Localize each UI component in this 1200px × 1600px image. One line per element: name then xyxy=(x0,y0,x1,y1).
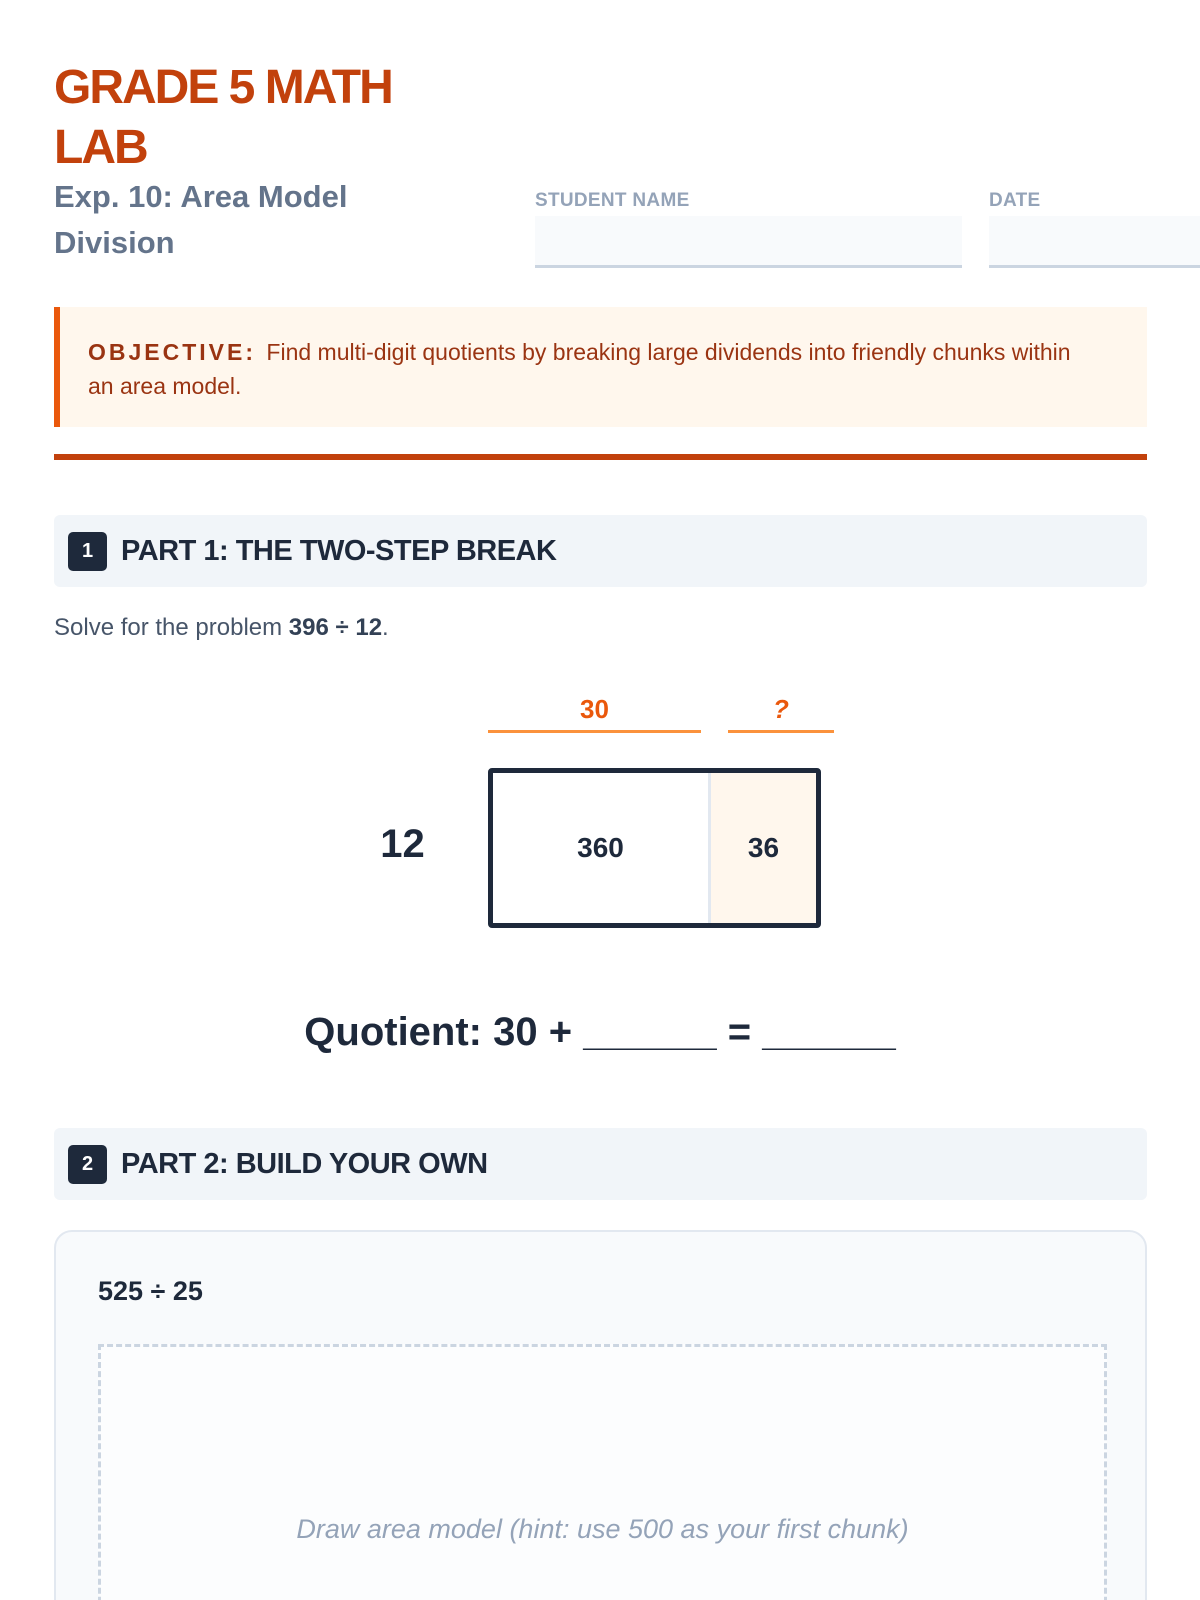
page-title: GRADE 5 MATH LAB xyxy=(54,61,392,174)
part-2-header xyxy=(54,1128,1147,1200)
prompt-problem: 396 ÷ 12 xyxy=(288,614,383,641)
area-model-rectangle xyxy=(488,768,821,928)
student-name-label: STUDENT NAME xyxy=(535,190,690,211)
prompt-prefix: Solve for the problem xyxy=(54,614,289,641)
date-input[interactable] xyxy=(989,216,1200,268)
part-2-number-badge: 2 xyxy=(68,1145,107,1184)
worksheet-header xyxy=(54,0,1146,270)
part-1-number-badge: 1 xyxy=(68,532,107,571)
date-label: DATE xyxy=(989,190,1041,211)
part-2-card xyxy=(54,1230,1147,1600)
area-model-divisor: 12 xyxy=(380,822,425,866)
part-1-prompt xyxy=(54,614,389,642)
area-model-top-label-tens: 30 xyxy=(488,689,701,733)
section-divider xyxy=(54,454,1147,460)
student-name-input[interactable] xyxy=(535,216,962,268)
objective-text: Find multi-digit quotients by breaking large dividends into friendly chunks within an area model. xyxy=(88,339,1071,399)
part-1-title: PART 1: THE TWO-STEP BREAK xyxy=(121,534,557,567)
objective-box xyxy=(54,307,1147,427)
part-2-title: PART 2: BUILD YOUR OWN xyxy=(121,1147,488,1180)
part-1-header xyxy=(54,515,1147,587)
drawing-area-hint: Draw area model (hint: use 500 as your first chunk) xyxy=(296,1513,909,1544)
prompt-suffix: . xyxy=(382,614,389,641)
date-field xyxy=(989,189,1200,268)
quotient-line[interactable]: Quotient: 30 + ______ = ______ xyxy=(304,1010,896,1054)
part-2-problem: 525 ÷ 25 xyxy=(98,1276,203,1306)
drawing-area[interactable] xyxy=(98,1344,1107,1600)
objective-label: OBJECTIVE: xyxy=(88,339,257,365)
student-name-field xyxy=(535,189,962,268)
area-model-top-label-unknown[interactable]: ? xyxy=(728,689,834,733)
area-model-cell-second: 36 xyxy=(711,773,816,923)
area-model-cell-first: 360 xyxy=(493,773,711,923)
page-subtitle: Exp. 10: Area Model Division xyxy=(54,179,348,260)
